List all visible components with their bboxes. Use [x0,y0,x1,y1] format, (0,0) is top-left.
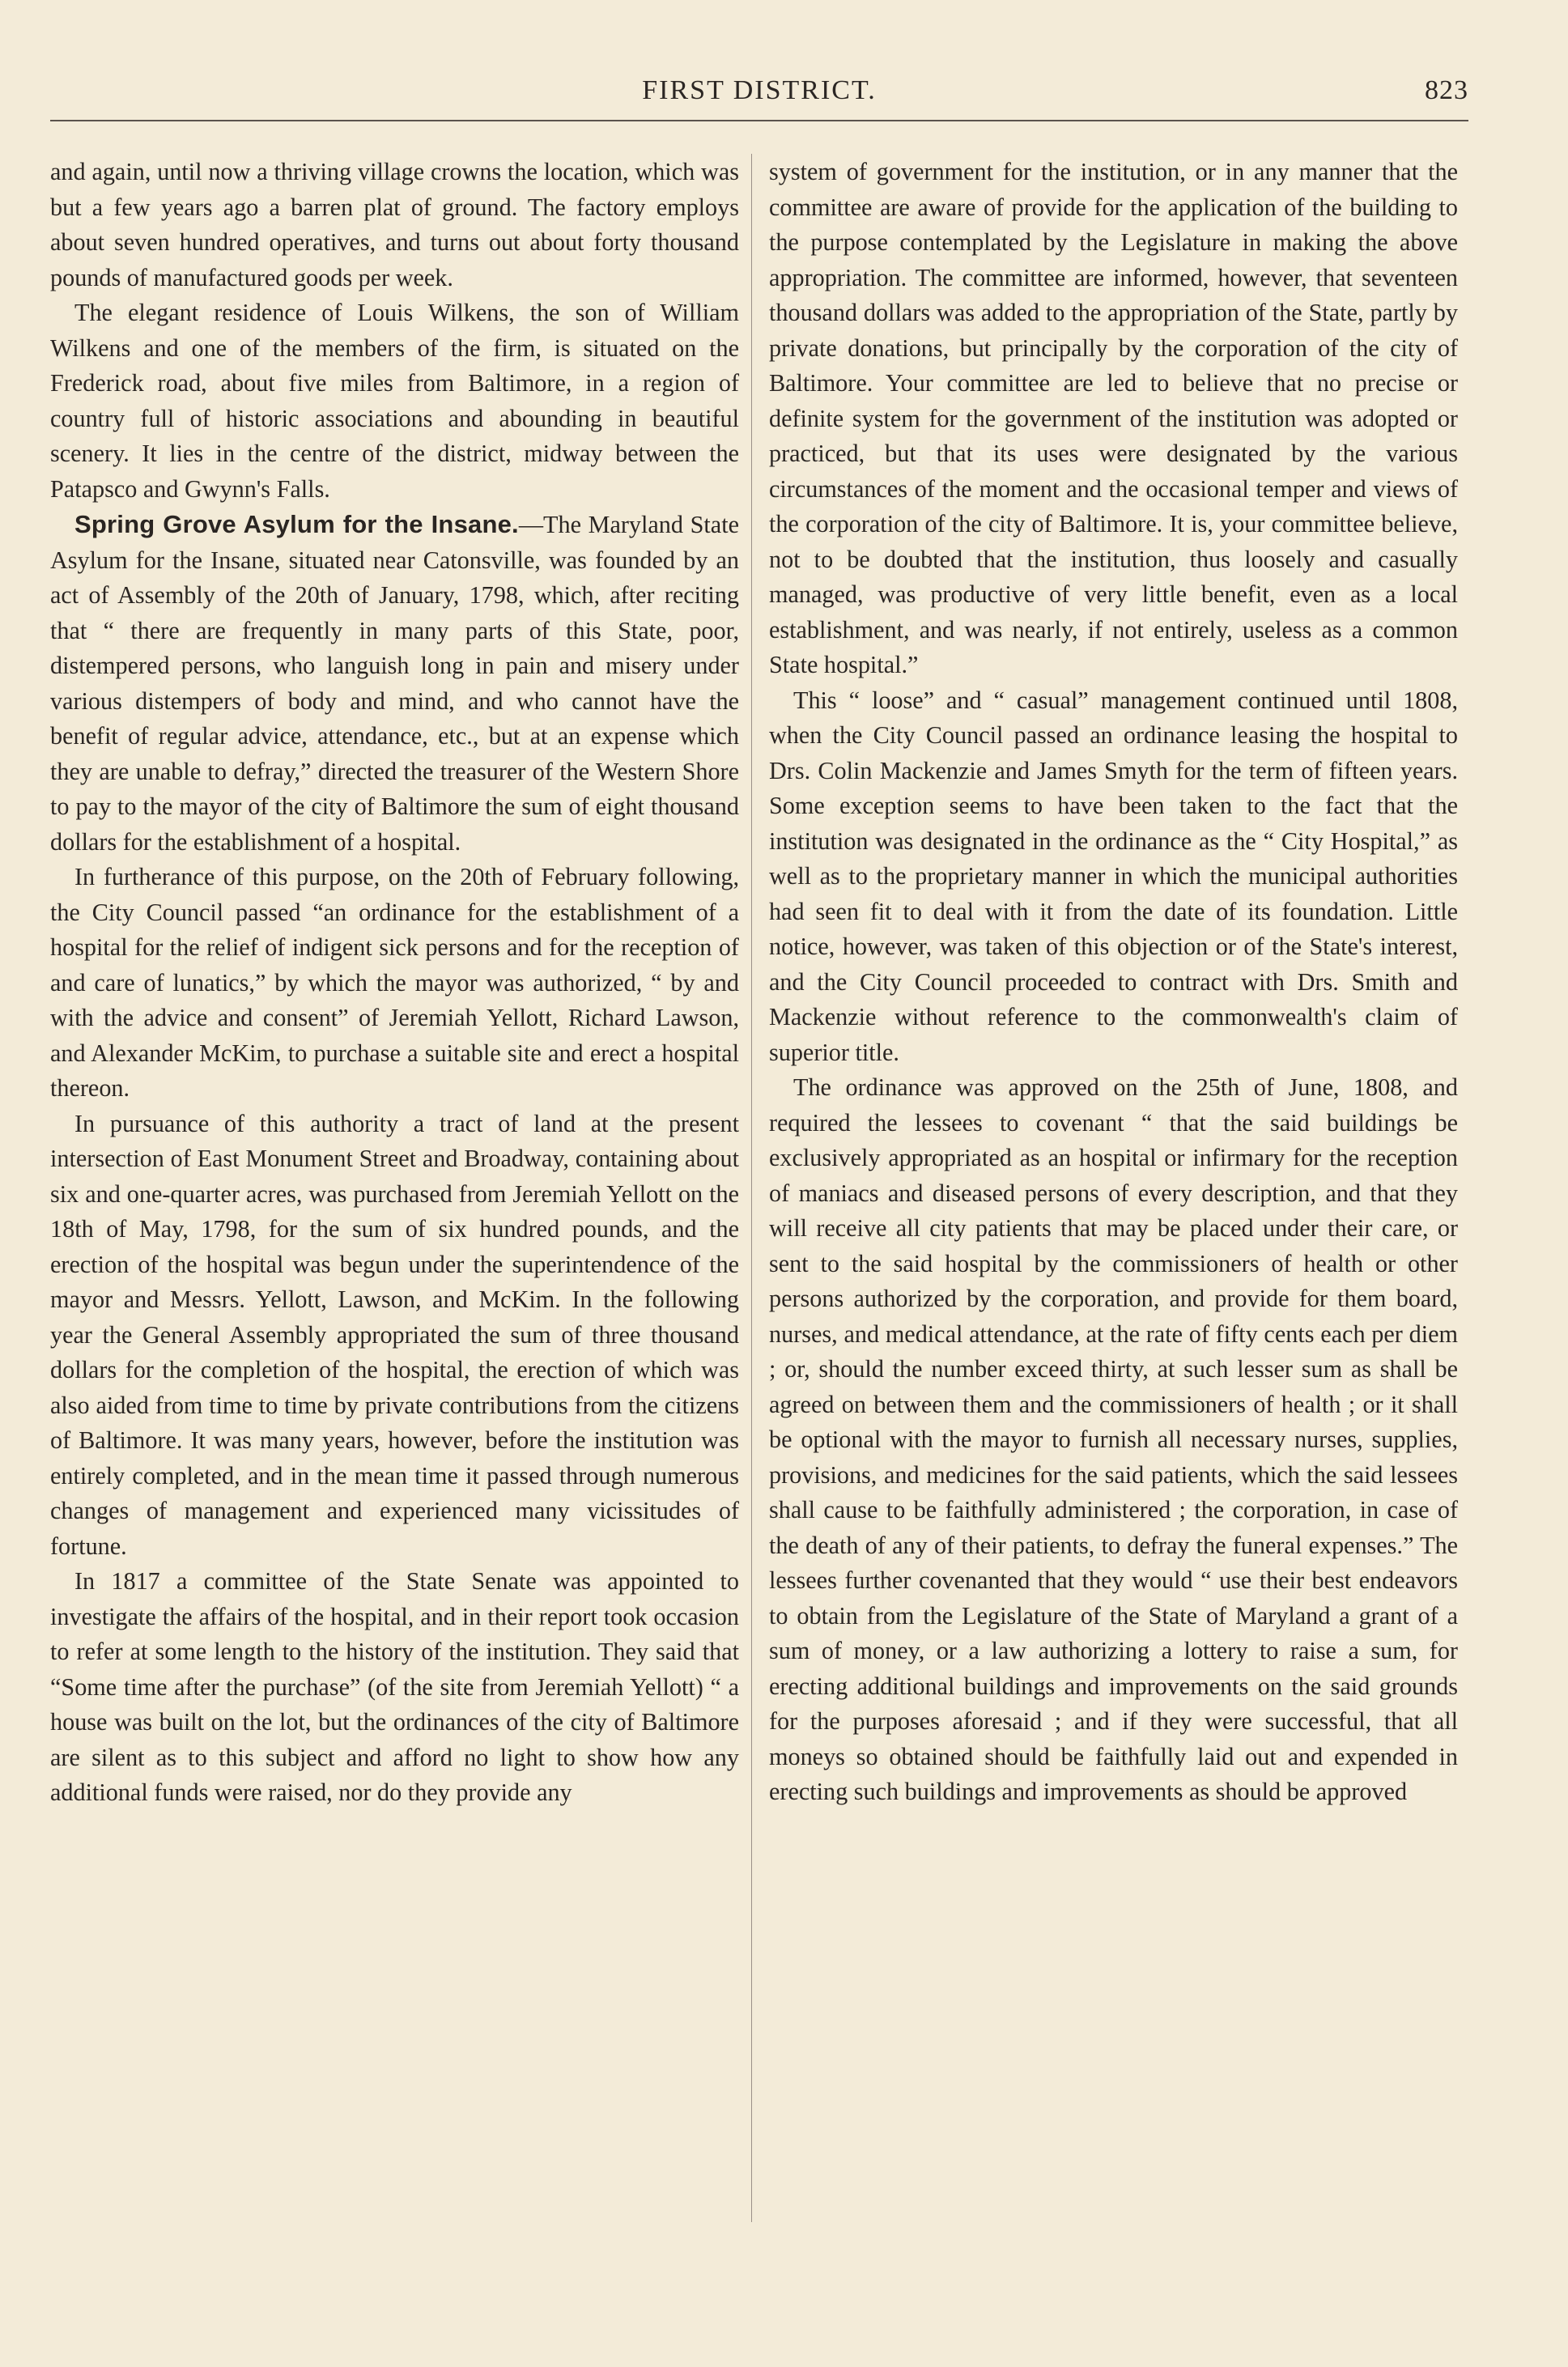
paragraph: This “ loose” and “ casual” management continued until 1808, when the City Council passed an ordinance leasing the hospital to Drs. Colin Mackenzie and James Smyth for the term of fifteen years. Some exception seems to have been taken to the fact that the institution was designated in the ordinance as the “ City Hospital,” as well as to the proprietary manner in which the municipal authorities had seen fit to deal with it from the date of its foundation. Little notice, however, was taken of this objection or of the State's interest, and the City Council proceeded to contract with Drs. Smith and Mackenzie without reference to the commonwealth's claim of superior title. [769,686,1458,1066]
running-title: FIRST DISTRICT. [642,75,877,105]
paragraph: In 1817 a committee of the State Senate was appointed to investigate the affairs of the hospital, and in their report took occasion to refer at some length to the history of the institution. They said that “Some time after the purchase” (of the site from Jeremiah Yellott) “ a house was built on the lot, but the ordinances of the city of Baltimore are silent as to this subject and afford no light to show how any additional funds were raised, nor do they provide any [50,1567,739,1806]
section-heading: Spring Grove Asylum for the Insane. [74,510,519,538]
paragraph: The ordinance was approved on the 25th of June, 1808, and required the lessees to covenant “ that the said buildings be exclusively appropriated as an hospital or infirmary for the reception of maniacs and diseased persons of every description, and that they will receive all city patients that may be placed under their care, or sent to the said hospital by the commissioners of health or other persons authorized by the corporation, and provide for them board, nurses, and medical attendance, at the rate of fifty cents each per diem ; or, should the number exceed thirty, at such lesser sum as shall be agreed on between them and the commissioners of health ; or it shall be optional with the mayor to furnish all necessary nurses, supplies, provisions, and medicines for the said patients, which the said lessees shall cause to be faithfully administered ; the corporation, in case of the death of any of their patients, to defray the funeral expenses.” The lessees further covenanted that they would “ use their best endeavors to obtain from the Legislature of the State of Maryland a grant of a sum of money, or a law authorizing a lottery to raise a sum, for erecting additional buildings and improvements on the said grounds for the purposes aforesaid ; and if they were successful, that all moneys so obtained should be faithfully laid out and expended in erecting such buildings and improvements as should be approved [769,1073,1458,1805]
paragraph: system of government for the institution, or in any manner that the committee are aware of provide for the application of the building to the purpose contemplated by the Legislature in making the above appropriation. The committee are informed, however, that seventeen thousand dollars was added to the appropriation of the State, partly by private donations, but principally by the corporation of the city of Baltimore. Your committee are led to believe that no precise or definite system for the government of the institution was adopted or practiced, but that its uses were designated by the various circumstances of the moment and the occasional temper and views of the corporation of the city of Baltimore. It is, your committee believe, not to be doubted that the institution, thus loosely and casually managed, was productive of very little benefit, even as a local establishment, and was nearly, if not entirely, useless as a common State hospital.” [769,158,1458,678]
paragraph: In furtherance of this purpose, on the 20th of February following, the City Council passed “an ordinance for the establishment of a hospital for the relief of indigent sick persons and for the reception of and care of lunatics,” by which the mayor was authorized, “ by and with the advice and consent” of Jeremiah Yellott, Richard Lawson, and Alexander McKim, to purchase a suitable site and erect a hospital thereon. [50,863,739,1102]
running-head [50,71,1468,110]
paragraph: The elegant residence of Louis Wilkens, the son of William Wilkens and one of the members of the firm, is situated on the Frederick road, about five miles from Baltimore, in a region of country full of historic associations and abounding in beautiful scenery. It lies in the centre of the district, midway between the Patapsco and Gwynn's Falls. [50,299,739,503]
page-number: 823 [1425,75,1468,105]
paragraph: and again, until now a thriving village crowns the location, which was but a few years ago a barren plat of ground. The factory employs about seven hundred operatives, and turns out about forty thousand pounds of manufactured goods per week. [50,158,739,291]
column-divider [751,154,752,2222]
right-column [769,155,1458,1810]
section-paragraph [50,507,739,860]
paragraph: In pursuance of this authority a tract of land at the present intersection of East Monument Street and Broadway, containing about six and one-quarter acres, was purchased from Jeremiah Yellott on the 18th of May, 1798, for the sum of six hundred pounds, and the erection of the hospital was begun under the superintendence of the mayor and Messrs. Yellott, Lawson, and McKim. In the following year the General Assembly appropriated the sum of three thousand dollars for the completion of the hospital, the erection of which was also aided from time to time by private contributions from the citizens of Baltimore. It was many years, however, before the institution was entirely completed, and in the mean time it passed through numerous changes of management and experienced many vicissitudes of fortune. [50,1109,739,1560]
section-text: —The Maryland State Asylum for the Insane, situated near Catonsville, was founded by an act of Assembly of the 20th of January, 1798, which, after reciting that “ there are frequently in many parts of this State, poor, distempered persons, who languish long in pain and misery under various distempers of body and mind, and who cannot have the benefit of regular advice, attendance, etc., but at an expense which they are unable to defray,” directed the treasurer of the Western Shore to pay to the mayor of the city of Baltimore the sum of eight thousand dollars for the establishment of a hospital. [50,511,739,856]
left-column [50,155,739,1811]
header-rule [50,120,1468,121]
